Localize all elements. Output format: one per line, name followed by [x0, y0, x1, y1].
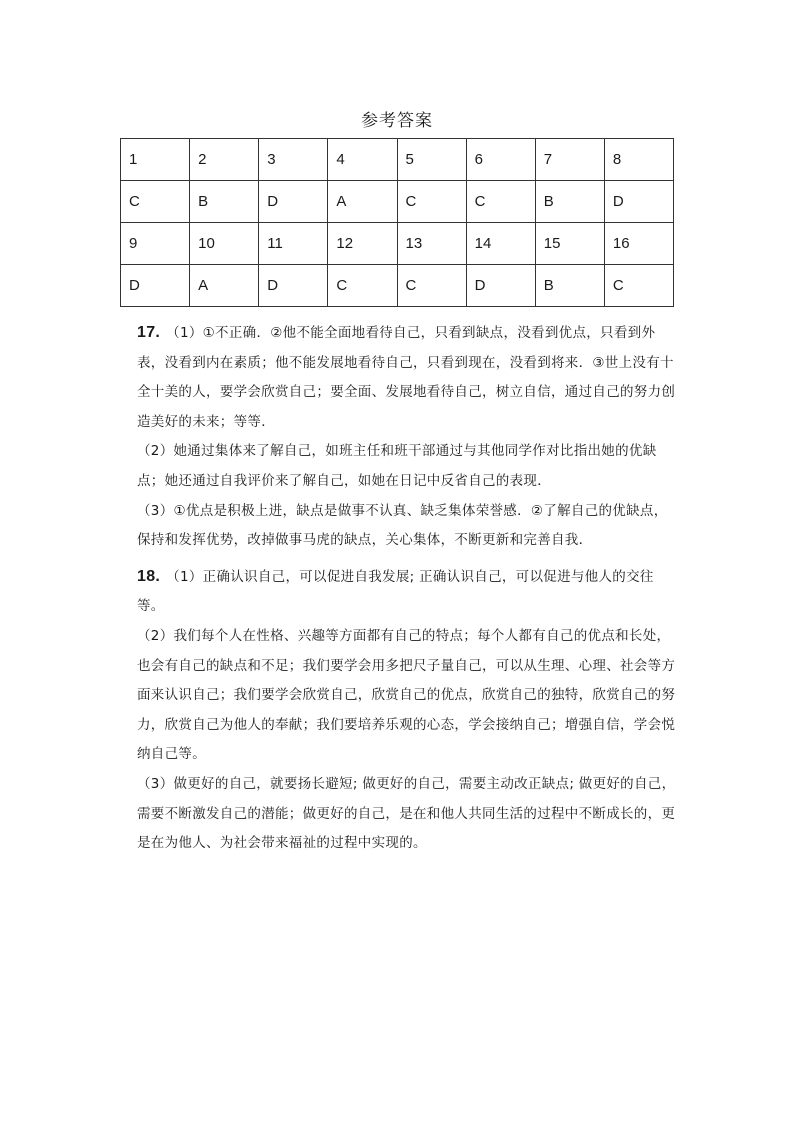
q18-part2: （2）我们每个人在性格、兴趣等方面都有自己的特点；每个人都有自己的优点和长处，也会有自己的缺点和不足；我们要学会用多把尺子量自己，可以从生理、心理、社会等方面来认识自己；我们要学会欣赏自己，欣赏自己的优点，欣赏自己的独特，欣赏自己的努力，欣赏自己为他人的奉献；我们要培养乐观的心态，学会接纳自己；增强自信，学会悦纳自己等。 — [137, 627, 676, 763]
q18-number: 18. — [137, 567, 161, 585]
table-cell: D — [259, 265, 328, 307]
table-cell: B — [190, 181, 259, 223]
table-row — [121, 181, 674, 223]
q17-part1 — [137, 318, 677, 437]
q17-number: 17. — [137, 324, 161, 341]
q17-part3: （3）①优点是积极上进，缺点是做事不认真、缺乏集体荣誉感．②了解自己的优缺点，保持和发挥优势，改掉做事马虎的缺点，关心集体，不断更新和完善自我． — [137, 502, 668, 549]
table-cell: B — [535, 265, 604, 307]
table-cell: C — [397, 265, 466, 307]
table-cell: 12 — [328, 223, 397, 265]
table-cell: C — [397, 181, 466, 223]
table-row — [121, 223, 674, 265]
q17-part2: （2）她通过集体来了解自己，如班主任和班干部通过与其他同学作对比指出她的优缺点；她还通过自我评价来了解自己，如她在日记中反省自己的表现． — [137, 443, 657, 489]
table-cell: 1 — [121, 139, 190, 181]
table-cell: 7 — [535, 139, 604, 181]
table-cell: 8 — [604, 139, 673, 181]
table-cell: 2 — [190, 139, 259, 181]
table-cell: 4 — [328, 139, 397, 181]
table-cell: 5 — [397, 139, 466, 181]
table-cell: C — [121, 181, 190, 223]
table-cell: D — [259, 181, 328, 223]
table-cell: A — [328, 181, 397, 223]
table-cell: 10 — [190, 223, 259, 265]
answers-text — [137, 318, 677, 859]
table-cell: D — [604, 181, 673, 223]
table-cell: C — [466, 181, 535, 223]
table-cell: C — [604, 265, 673, 307]
table-row — [121, 265, 674, 307]
table-cell: 3 — [259, 139, 328, 181]
q18-part3: （3）做更好的自己，就要扬长避短; 做更好的自己，需要主动改正缺点; 做更好的自己，需要不断激发自己的潜能；做更好的自己，是在和他人共同生活的过程中不断成长的，更是在为他人、为社会带来福祉的过程中实现的。 — [137, 775, 676, 852]
table-cell: 9 — [121, 223, 190, 265]
table-cell: D — [466, 265, 535, 307]
answer-table-body — [121, 139, 674, 307]
q17-part1-text: （1）①不正确．②他不能全面地看待自己，只看到缺点，没看到优点，只看到外表，没看到内在素质；他不能发展地看待自己，只看到现在，没看到将来．③世上没有十全十美的人，要学会欣赏自己；要全面、发展地看待自己，树立自信，通过自己的努力创造美好的未来；等等． — [137, 325, 676, 430]
answer-table — [120, 138, 674, 307]
q18-part1-text: （1）正确认识自己，可以促进自我发展; 正确认识自己，可以促进与他人的交往等。 — [137, 568, 654, 615]
table-cell: 11 — [259, 223, 328, 265]
table-row — [121, 139, 674, 181]
table-cell: 15 — [535, 223, 604, 265]
table-cell: 6 — [466, 139, 535, 181]
table-cell: A — [190, 265, 259, 307]
table-cell: 16 — [604, 223, 673, 265]
q18-part1 — [137, 562, 677, 622]
table-cell: 13 — [397, 223, 466, 265]
table-cell: 14 — [466, 223, 535, 265]
table-cell: C — [328, 265, 397, 307]
table-cell: D — [121, 265, 190, 307]
table-cell: B — [535, 181, 604, 223]
page-title: 参考答案 — [361, 111, 433, 131]
